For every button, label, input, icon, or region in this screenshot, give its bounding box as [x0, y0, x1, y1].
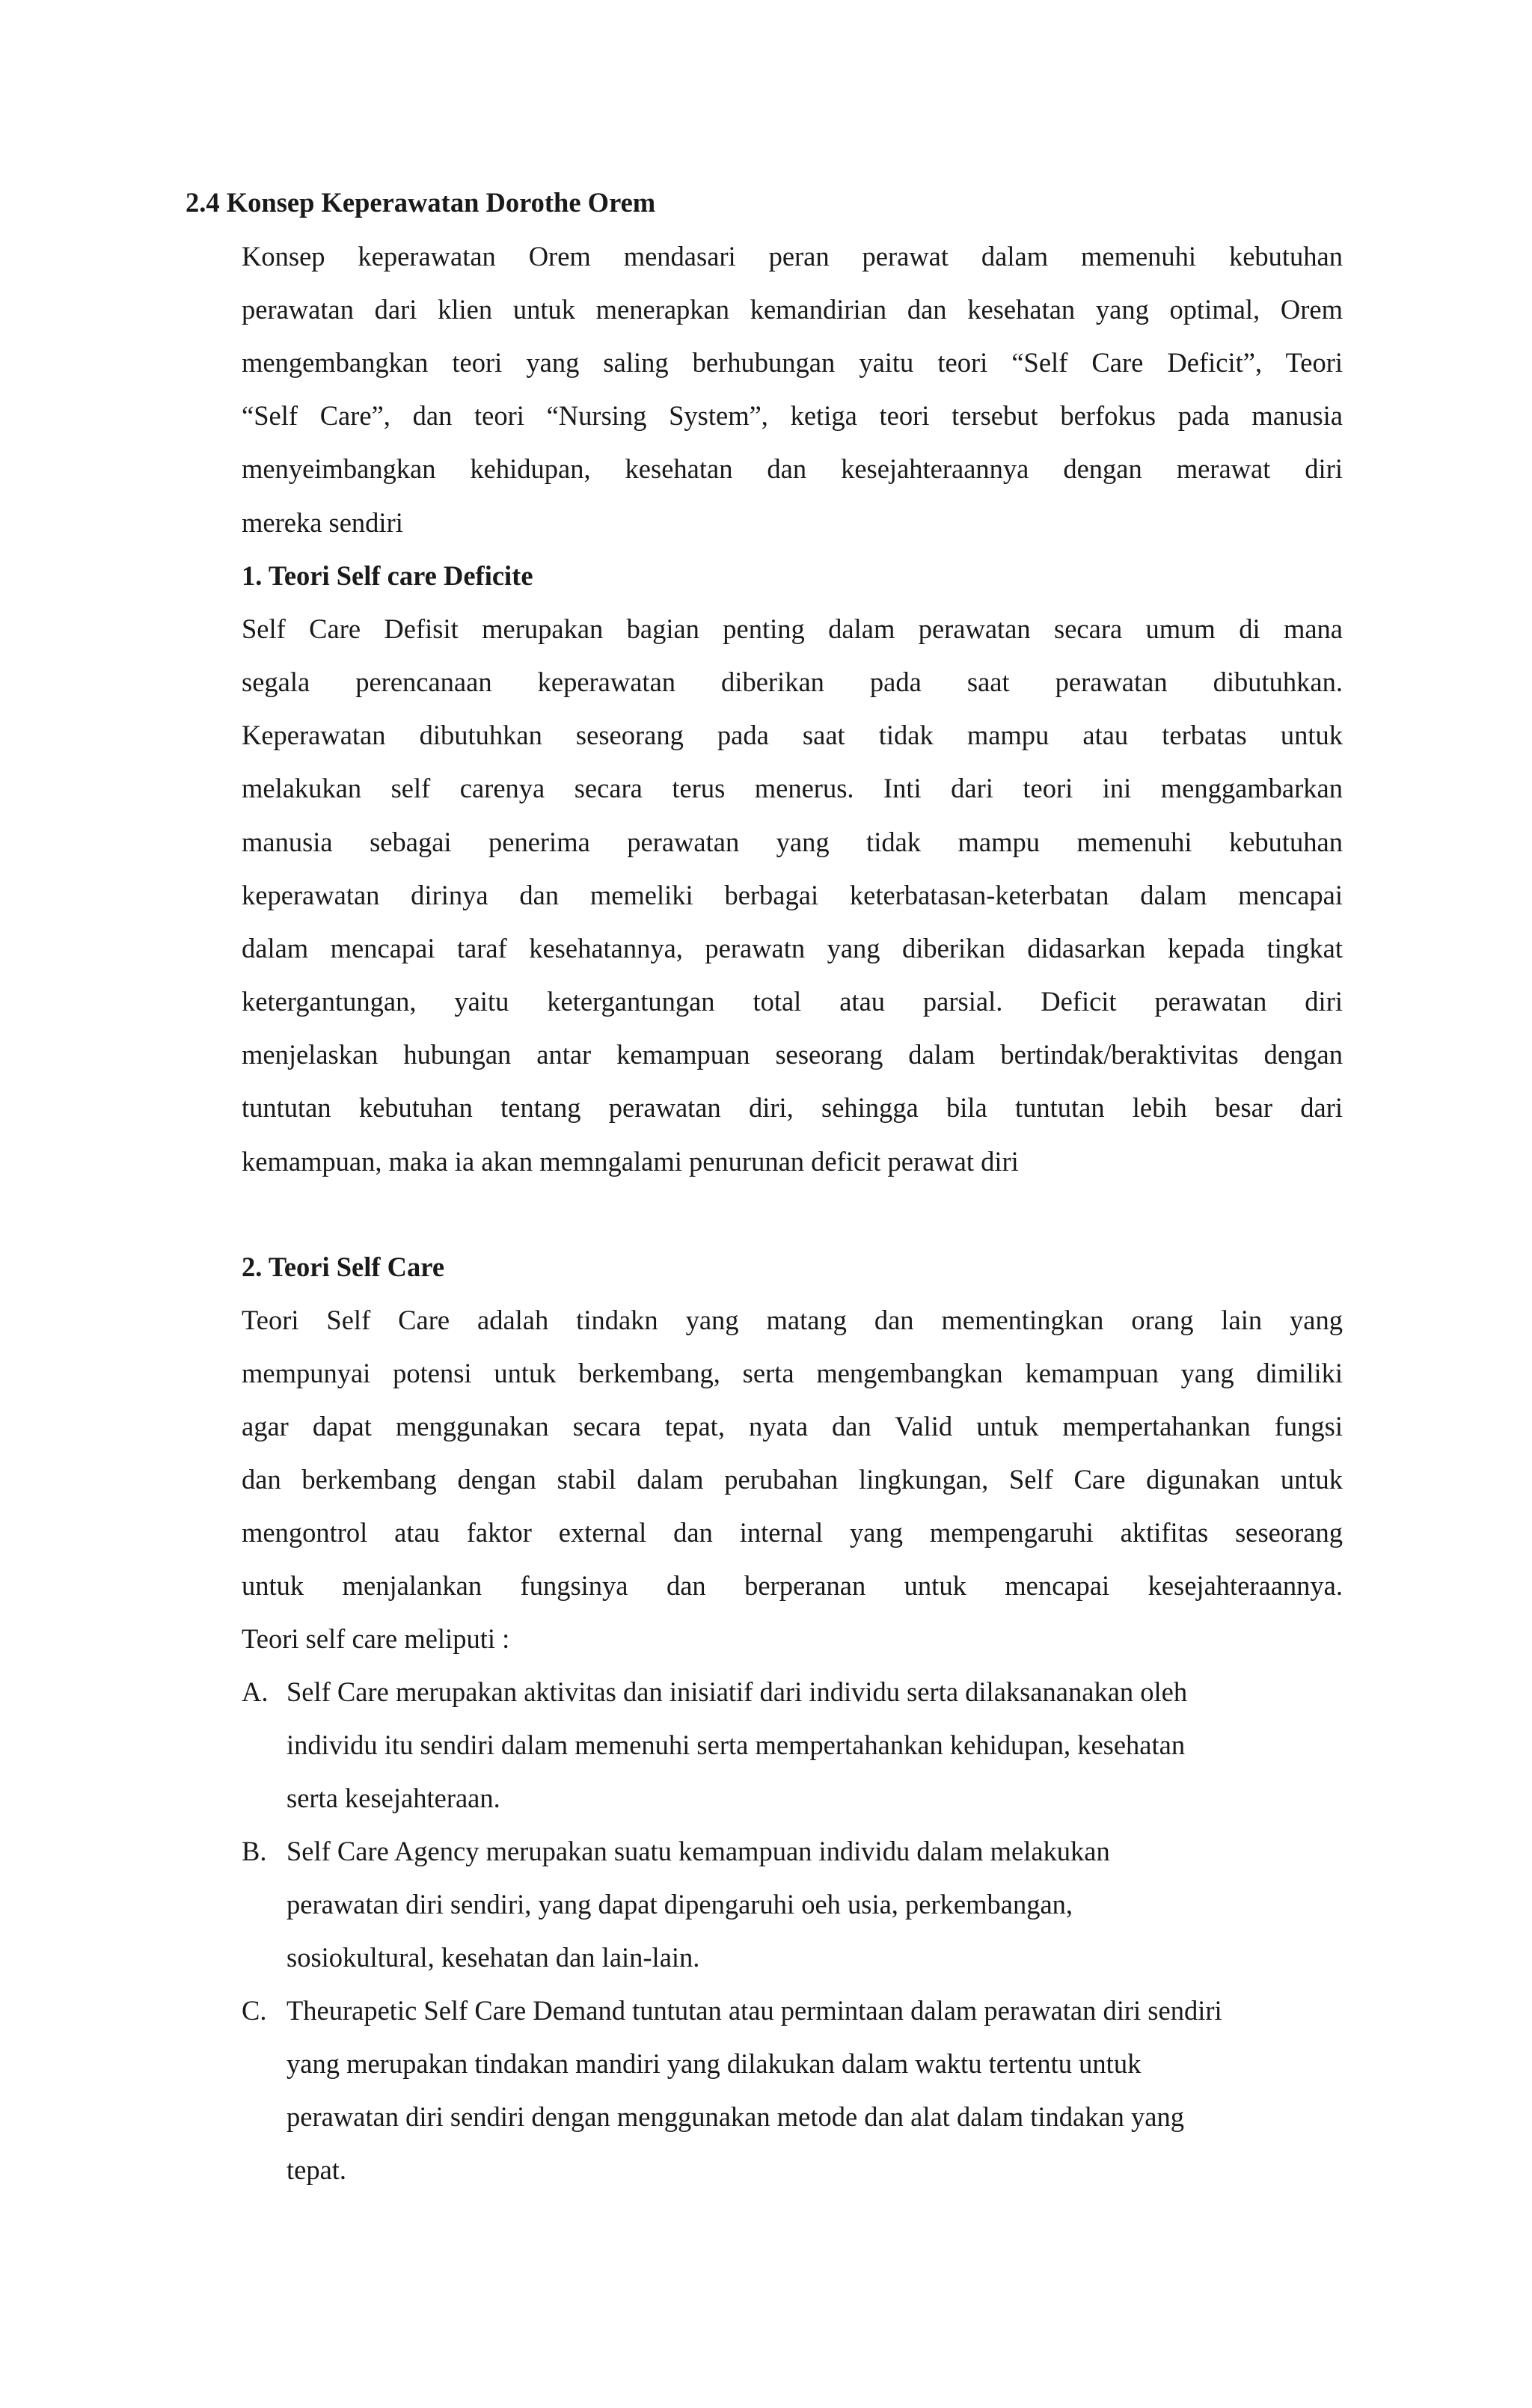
subsection-1-paragraph-line: segala perencanaan keperawatan diberikan pada saat perawatan dibutuhkan. — [242, 667, 1343, 697]
list-item-line: serta kesejahteraan. — [287, 1783, 500, 1813]
section-paragraph-line: perawatan dari klien untuk menerapkan kemandirian dan kesehatan yang optimal, Orem — [242, 294, 1343, 325]
subsection-2-paragraph-line: mempunyai potensi untuk berkembang, serta mengembangkan kemampuan yang dimiliki — [242, 1358, 1343, 1388]
subsection-2-paragraph-line: Teori self care meliputi : — [242, 1623, 510, 1654]
section-paragraph-line: mereka sendiri — [242, 507, 403, 538]
subsection-1-paragraph-line: kemampuan, maka ia akan memngalami penurunan deficit perawat diri — [242, 1146, 1019, 1177]
list-item-line: perawatan diri sendiri dengan menggunakan metode dan alat dalam tindakan yang — [287, 2101, 1185, 2132]
list-item-marker: A. — [242, 1676, 269, 1707]
subsection-1-paragraph-line: Self Care Defisit merupakan bagian penting dalam perawatan secara umum di mana — [242, 613, 1343, 644]
subsection-2-paragraph-line: Teori Self Care adalah tindakn yang matang dan mementingkan orang lain yang — [242, 1305, 1343, 1335]
subsection-1-paragraph-line: melakukan self carenya secara terus menerus. Inti dari teori ini menggambarkan — [242, 773, 1343, 803]
subsection-2-paragraph-line: untuk menjalankan fungsinya dan berperanan untuk mencapai kesejahteraannya. — [242, 1570, 1343, 1601]
subsection-2-paragraph-line: agar dapat menggunakan secara tepat, nyata dan Valid untuk mempertahankan fungsi — [242, 1411, 1343, 1442]
list-item-line: Theurapetic Self Care Demand tuntutan atau permintaan dalam perawatan diri sendiri — [287, 1995, 1222, 2026]
list-item-line: sosiokultural, kesehatan dan lain-lain. — [287, 1942, 700, 1973]
subsection-1-paragraph-line: tuntutan kebutuhan tentang perawatan diri, sehingga bila tuntutan lebih besar dari — [242, 1092, 1343, 1123]
list-item-marker: B. — [242, 1836, 267, 1866]
subsection-2-paragraph-line: dan berkembang dengan stabil dalam perubahan lingkungan, Self Care digunakan untuk — [242, 1464, 1343, 1495]
subsection-1-paragraph-line: menjelaskan hubungan antar kemampuan seseorang dalam bertindak/beraktivitas dengan — [242, 1039, 1343, 1070]
list-item-line: perawatan diri sendiri, yang dapat dipengaruhi oeh usia, perkembangan, — [287, 1889, 1073, 1920]
section-paragraph-line: “Self Care”, dan teori “Nursing System”, ketiga teori tersebut berfokus pada manusia — [242, 400, 1343, 431]
list-item-line: Self Care merupakan aktivitas dan inisiatif dari individu serta dilaksananakan oleh — [287, 1676, 1188, 1707]
subsection-1-paragraph-line: manusia sebagai penerima perawatan yang tidak mampu memenuhi kebutuhan — [242, 827, 1343, 857]
list-item-line: individu itu sendiri dalam memenuhi serta mempertahankan kehidupan, kesehatan — [287, 1730, 1186, 1760]
list-item-marker: C. — [242, 1995, 267, 2026]
list-item-line: Self Care Agency merupakan suatu kemampuan individu dalam melakukan — [287, 1836, 1110, 1866]
list-item-line: tepat. — [287, 2154, 347, 2185]
subsection-2-paragraph-line: mengontrol atau faktor external dan internal yang mempengaruhi aktifitas seseorang — [242, 1517, 1343, 1548]
subsection-1-paragraph-line: ketergantungan, yaitu ketergantungan total atau parsial. Deficit perawatan diri — [242, 986, 1343, 1017]
subsection-2-heading: 2. Teori Self Care — [242, 1252, 445, 1282]
list-item-line: yang merupakan tindakan mandiri yang dilakukan dalam waktu tertentu untuk — [287, 2048, 1142, 2079]
section-paragraph-line: mengembangkan teori yang saling berhubungan yaitu teori “Self Care Deficit”, Teori — [242, 347, 1343, 378]
section-paragraph-line: Konsep keperawatan Orem mendasari peran perawat dalam memenuhi kebutuhan — [242, 241, 1343, 272]
subsection-1-paragraph-line: keperawatan dirinya dan memeliki berbagai keterbatasan-keterbatan dalam mencapai — [242, 880, 1343, 910]
section-heading: 2.4 Konsep Keperawatan Dorothe Orem — [186, 187, 656, 218]
subsection-1-paragraph-line: dalam mencapai taraf kesehatannya, perawatn yang diberikan didasarkan kepada tingkat — [242, 933, 1343, 963]
section-paragraph-line: menyeimbangkan kehidupan, kesehatan dan kesejahteraannya dengan merawat diri — [242, 453, 1343, 484]
subsection-1-heading: 1. Teori Self care Deficite — [242, 560, 533, 591]
subsection-1-paragraph-line: Keperawatan dibutuhkan seseorang pada saat tidak mampu atau terbatas untuk — [242, 720, 1343, 750]
